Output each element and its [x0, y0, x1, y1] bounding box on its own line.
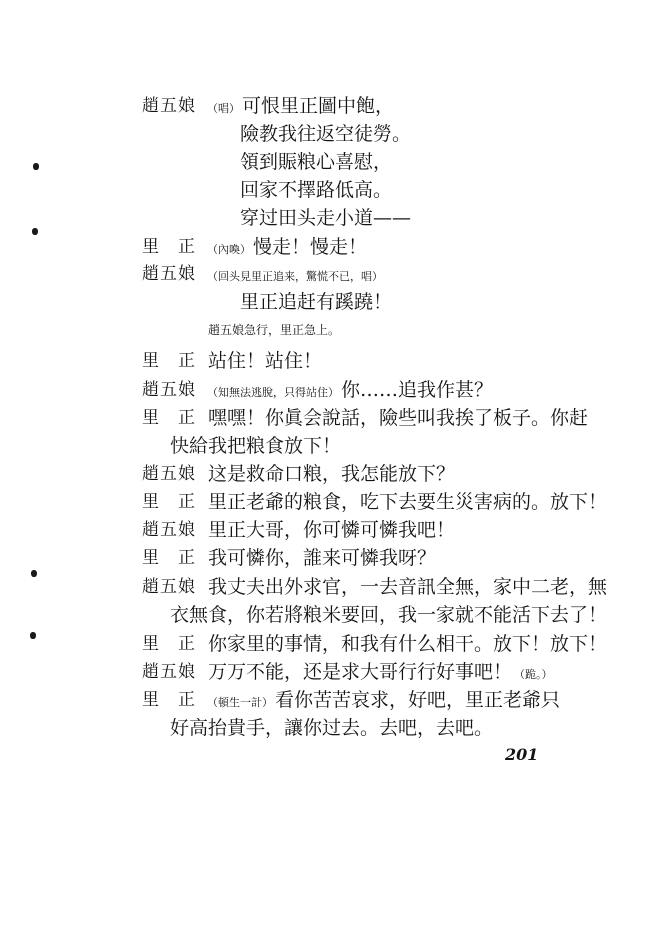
dialogue-line: 站住！站住！ — [208, 350, 323, 372]
speaker-name: 趙五娘 — [142, 520, 196, 540]
stage-direction: （頓生一計） — [207, 696, 273, 709]
speaker-name: 里 正 — [142, 237, 196, 257]
margin-speck — [31, 570, 37, 577]
speaker-name: 里 正 — [142, 351, 196, 371]
stage-direction: （知無法逃脫，只得站住） — [207, 386, 339, 399]
dialogue-line: 快給我把粮食放下！ — [170, 435, 342, 457]
verse-line: 里正追赶有蹊蹺！ — [240, 291, 393, 313]
speaker-name: 趙五娘 — [142, 264, 196, 284]
dialogue-line — [205, 236, 367, 261]
dialogue-line: 我可憐你，誰来可憐我呀？ — [208, 547, 437, 569]
speaker-name: 里 正 — [142, 634, 196, 654]
dialogue-line: 里正大哥，你可憐可憐我吧！ — [208, 519, 456, 541]
speaker-name: 里 正 — [142, 408, 196, 428]
speaker-name: 趙五娘 — [142, 96, 196, 116]
line-text: 慢走！慢走！ — [253, 236, 368, 258]
dialogue-line: 我丈夫出外求官，一去音訊全無，家中二老，無 — [208, 576, 608, 598]
stage-direction: （跪。） — [514, 668, 553, 681]
dialogue-line: 里正老爺的粮食，吃下去要生災害病的。放下！ — [208, 491, 608, 513]
speaker-name: 趙五娘 — [142, 662, 196, 682]
stage-direction: （唱） — [207, 102, 240, 115]
speaker-name: 里 正 — [142, 492, 196, 512]
stage-direction: （回头見里正追来，驚慌不已，唱） — [207, 270, 383, 283]
line-text: 可恨里正圖中飽， — [242, 95, 395, 117]
page-number: 201 — [505, 745, 539, 764]
dialogue-line — [205, 95, 394, 120]
margin-speck — [30, 632, 36, 639]
line-text: 万万不能，还是求大哥行行好事吧！ — [208, 661, 513, 683]
dialogue-line — [205, 689, 560, 714]
dialogue-line — [208, 661, 555, 686]
dialogue-line: 衣無食，你若將粮米要回，我一家就不能活下去了！ — [170, 604, 608, 626]
dialogue-line: 好高抬貴手，讓你过去。去吧，去吧。 — [170, 717, 494, 739]
dialogue-line — [205, 379, 493, 404]
dialogue-line: 你家里的事情，和我有什么相干。放下！放下！ — [208, 633, 608, 655]
stage-direction: （內喚） — [207, 243, 251, 256]
verse-line: 穿过田头走小道—— — [240, 207, 412, 229]
line-text: 你……追我作甚？ — [341, 379, 494, 401]
speaker-name: 里 正 — [142, 548, 196, 568]
verse-line: 領到賑粮心喜慰， — [240, 151, 393, 173]
dialogue-line: 这是救命口粮，我怎能放下？ — [208, 463, 456, 485]
dialogue-line — [205, 263, 385, 288]
dialogue-line: 嘿嘿！你眞会說話，險些叫我挨了板子。你赶 — [208, 407, 589, 429]
speaker-name: 趙五娘 — [142, 464, 196, 484]
margin-speck — [33, 163, 39, 170]
speaker-name: 趙五娘 — [142, 380, 196, 400]
verse-line: 回家不擇路低高。 — [240, 179, 393, 201]
margin-speck — [32, 228, 38, 235]
speaker-name: 里 正 — [142, 690, 196, 710]
line-text: 看你苦苦哀求，好吧，里正老爺只 — [275, 689, 561, 711]
stage-direction: 趙五娘急行，里正急上。 — [208, 323, 341, 337]
speaker-name: 趙五娘 — [142, 577, 196, 597]
verse-line: 險教我往返空徒勞。 — [240, 123, 412, 145]
